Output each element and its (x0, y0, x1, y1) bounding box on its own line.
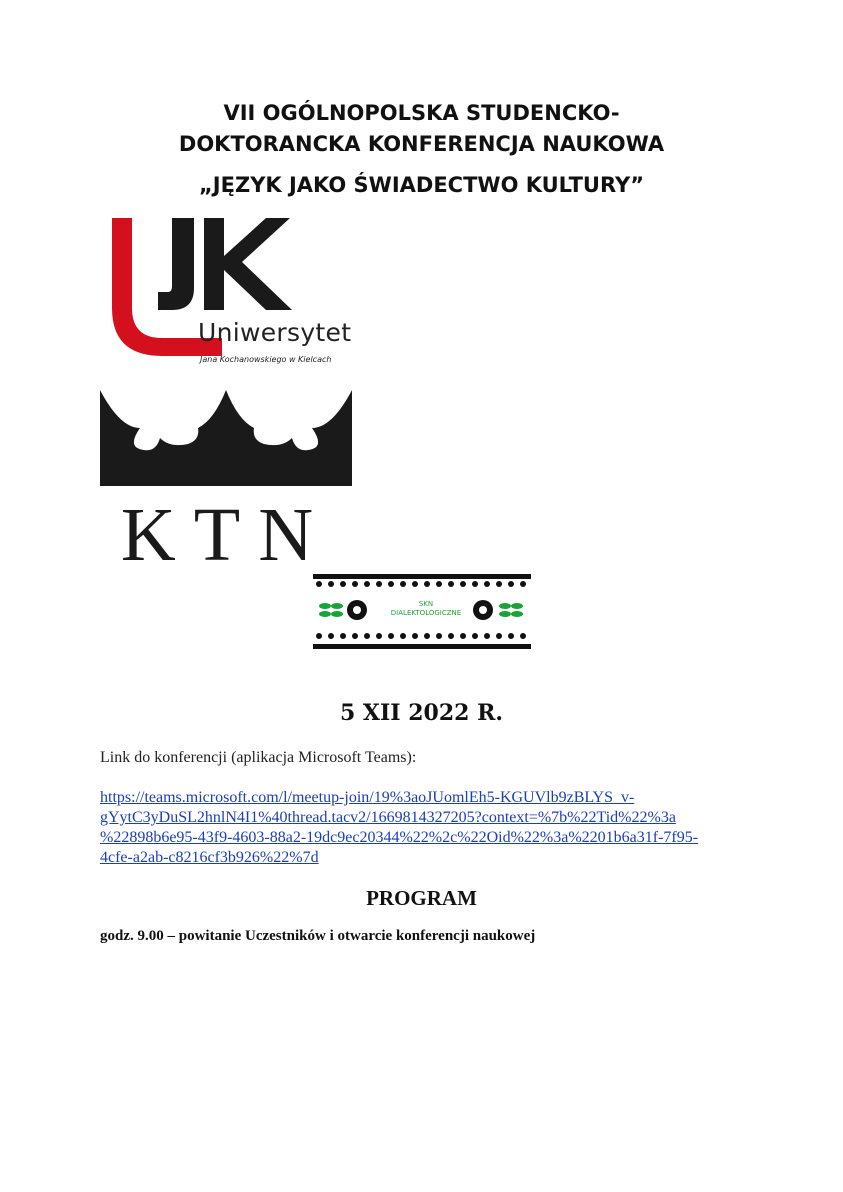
program-heading: PROGRAM (366, 886, 477, 910)
program-item: godz. 9.00 – powitanie Uczestników i otwarcie konferencji naukowej (100, 928, 536, 944)
ujk-black-j-shape (158, 218, 194, 310)
skn-left-flower-icon (347, 600, 367, 620)
skn-label (386, 600, 466, 618)
skn-label-line-1: SKN (418, 600, 434, 608)
ktn-crown-icon (100, 390, 352, 486)
ujk-black-k-shape (204, 218, 292, 310)
ktn-letters: KTN (120, 493, 332, 565)
skn-right-leaves-icon (499, 603, 523, 617)
skn-bottom-pattern (316, 633, 526, 639)
ujk-name: Uniwersytet (198, 318, 352, 347)
skn-left-leaves-icon (319, 603, 343, 617)
conference-title-line-3: „JĘZYK JAKO ŚWIADECTWO KULTURY” (199, 173, 644, 197)
conference-date: 5 XII 2022 R. (339, 700, 504, 726)
conference-title-line-1: VII OGÓLNOPOLSKA STUDENCKO- (223, 101, 620, 125)
teams-link-line-1: https://teams.microsoft.com/l/meetup-join/19%3aoJUomlEh5-KGUVlb9zBLYS_v- (100, 789, 635, 806)
ktn-logo (100, 390, 352, 565)
teams-link-line-3: %22898b6e95-43f9-4603-88a2-19dc9ec20344%22%2c%22Oid%22%3a%2201b6a31f-7f95- (100, 829, 699, 846)
skn-right-flower-icon (473, 600, 493, 620)
teams-link-line-2: gYytC3yDuSL2hnlN4I1%40thread.tacv2/1669814327205?context=%7b%22Tid%22%3a (100, 809, 676, 826)
ujk-logo (100, 210, 360, 378)
skn-top-pattern (316, 581, 526, 587)
teams-link-line-4: 4cfe-a2ab-c8216cf3b926%22%7d (100, 849, 319, 866)
conference-title-line-2: DOKTORANCKA KONFERENCJA NAUKOWA (178, 132, 665, 156)
ujk-subtitle: Jana Kochanowskiego w Kielcach (200, 355, 332, 364)
skn-label-line-2: DIALEKTOLOGICZNE (390, 609, 462, 617)
teams-link-label: Link do konferencji (aplikacja Microsoft Teams): (100, 749, 417, 766)
teams-meeting-link[interactable] (100, 788, 760, 868)
